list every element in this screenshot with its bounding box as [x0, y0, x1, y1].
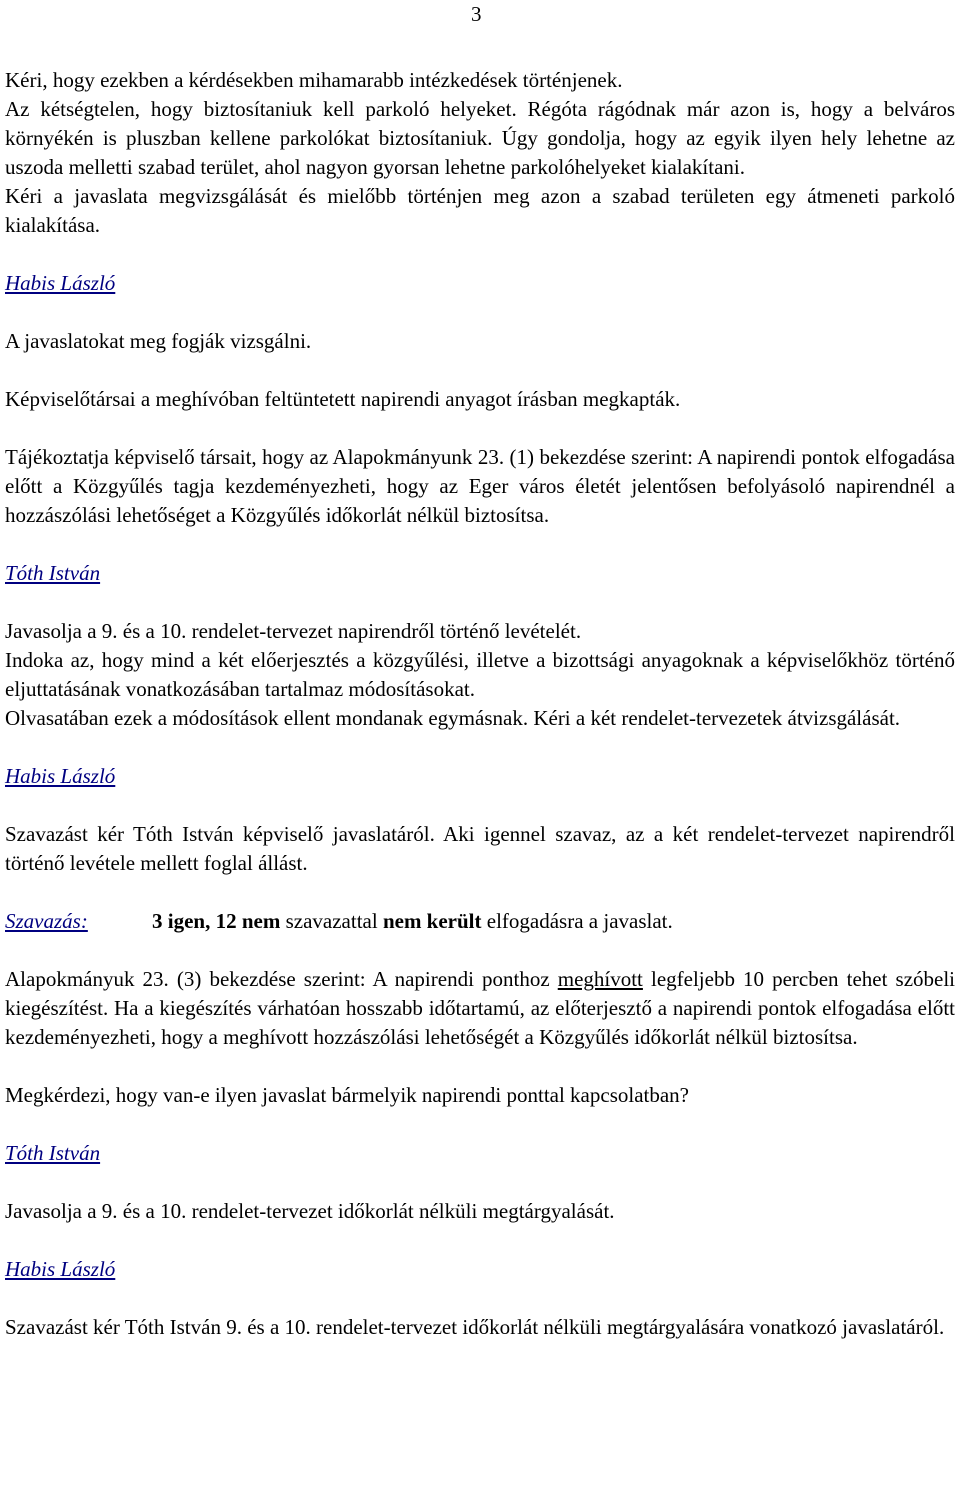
paragraph: Javasolja a 9. és a 10. rendelet-tervezet időkorlát nélküli megtárgyalását.	[5, 1199, 615, 1223]
speaker-name: Habis László	[5, 1257, 116, 1281]
paragraph: Javasolja a 9. és a 10. rendelet-tervezet napirendről történő levételét.	[5, 619, 582, 643]
speaker-name: Habis László	[5, 271, 116, 295]
document-body	[5, 66, 955, 1342]
paragraph: Kéri a javaslata megvizsgálását és mielőbb történjen meg azon a szabad területen egy átmeneti parkoló kialakítása.	[5, 184, 955, 237]
paragraph: Megkérdezi, hogy van-e ilyen javaslat bármelyik napirendi ponttal kapcsolatban?	[5, 1083, 690, 1107]
paragraph: Tájékoztatja képviselő társait, hogy az Alapokmányunk 23. (1) bekezdése szerint: A napirendi pontok elfogadása előtt a Közgyűlés tagja kezdeményezheti, hogy az Eger város életét jelentősen befolyásoló napirendnél a hozzászólási lehetőséget a Közgyűlés időkorlát nélkül biztosítsa.	[5, 445, 955, 527]
paragraph: Az kétségtelen, hogy biztosítaniuk kell parkoló helyeket. Régóta rágódnak már azon is, hogy a belváros környékén is pluszban kellene parkolókat biztosítaniuk. Úgy gondolja, hogy az egyik ilyen hely lehetne az uszoda melletti szabad terület, ahol nagyon gyorsan lehetne parkolóhelyeket kialakítani.	[5, 97, 955, 179]
paragraph-text: Alapokmányuk 23. (3) bekezdése szerint: A napirendi ponthoz	[5, 967, 558, 991]
page-number: 3	[471, 2, 482, 26]
speaker-name: Tóth István	[5, 561, 101, 585]
underlined-word: meghívott	[557, 967, 643, 991]
paragraph: Kéri, hogy ezekben a kérdésekben mihamarabb intézkedések történjenek.	[5, 68, 623, 92]
vote-label: Szavazás:	[5, 909, 88, 933]
vote-end-text: elfogadásra a javaslat.	[481, 909, 673, 933]
vote-mid-text: szavazattal	[280, 909, 383, 933]
vote-result	[152, 907, 673, 936]
paragraph: Indoka az, hogy mind a két előerjesztés a közgyűlési, illetve a bizottsági anyagoknak a képviselőkhöz történő eljuttatásának vonatkozásában tartalmaz módosításokat.	[5, 648, 955, 701]
paragraph: Szavazást kér Tóth István 9. és a 10. rendelet-tervezet időkorlát nélküli megtárgyalására vonatkozó javaslatáról.	[5, 1315, 945, 1339]
paragraph: A javaslatokat meg fogják vizsgálni.	[5, 329, 312, 353]
speaker-name: Habis László	[5, 764, 116, 788]
vote-outcome: nem került	[382, 909, 482, 933]
paragraph: Szavazást kér Tóth István képviselő javaslatáról. Aki igennel szavaz, az a két rendelet-tervezet napirendről történő levétele mellett foglal állást.	[5, 822, 955, 875]
speaker-name: Tóth István	[5, 1141, 101, 1165]
vote-result-row	[5, 907, 955, 936]
paragraph: Olvasatában ezek a módosítások ellent mondanak egymásnak. Kéri a két rendelet-tervezetek átvizsgálását.	[5, 706, 901, 730]
paragraph-text: legfeljebb 10 percben tehet szóbeli kiegészítést. Ha a kiegészítés várhatóan hosszabb időtartamú, az előterjesztő a napirendi pontok elfogadása előtt kezdeményezheti, hogy a meghívott hozzászólási lehetőségét a Közgyűlés időkorlát nélkül biztosítsa.	[5, 967, 955, 1049]
paragraph: Képviselőtársai a meghívóban feltüntetett napirendi anyagot írásban megkapták.	[5, 387, 681, 411]
vote-count: 3 igen, 12 nem	[152, 909, 281, 933]
paragraph	[5, 965, 955, 1052]
